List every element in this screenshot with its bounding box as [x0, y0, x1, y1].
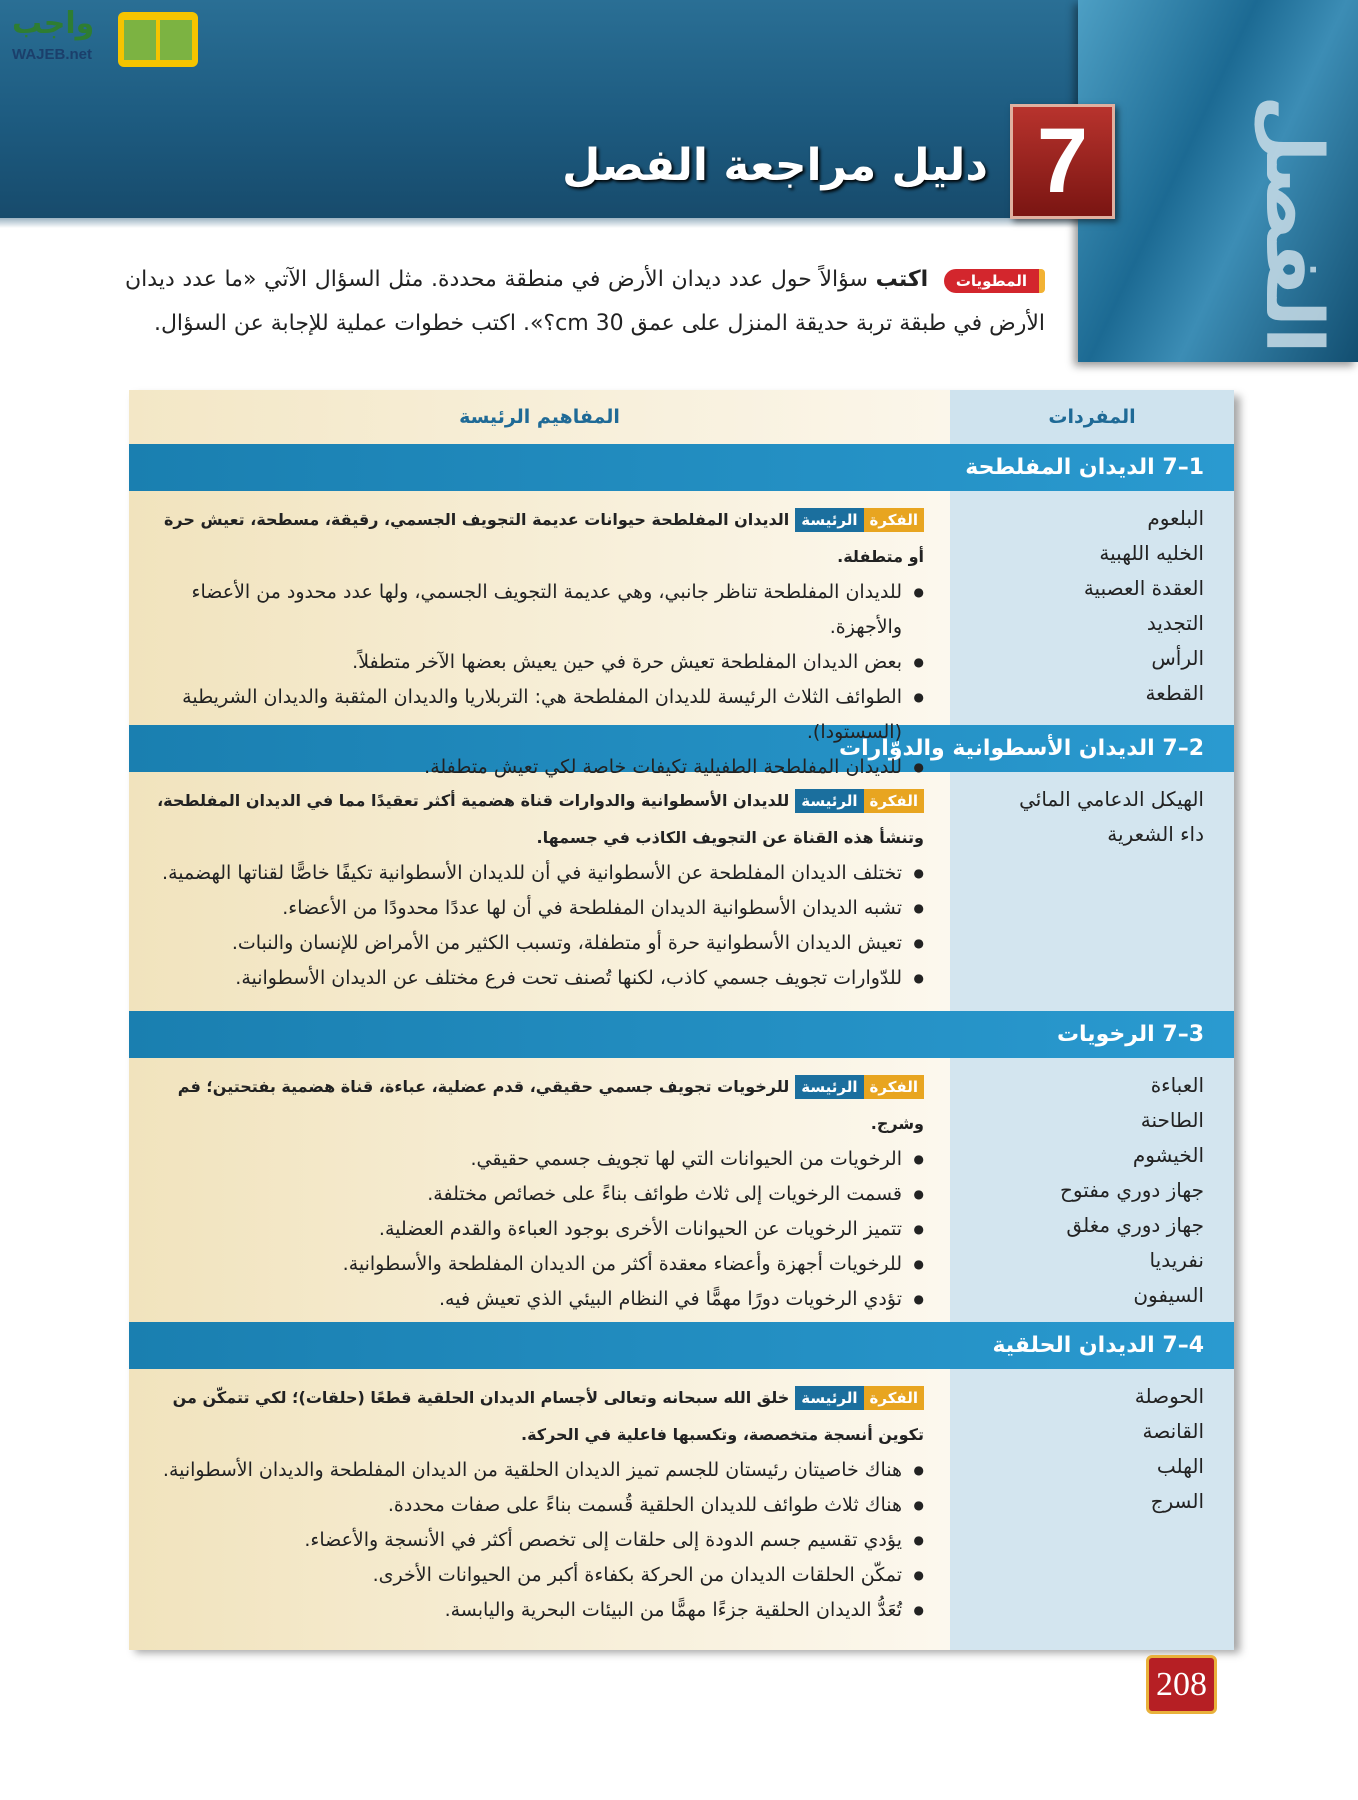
concept-bullet: ● تعيش الديدان الأسطوانية حرة أو متطفلة، وتسبب الكثير من الأمراض للإنسان والنبات.	[157, 926, 924, 961]
concept-bullet: ● الرخويات من الحيوانات التي لها تجويف جسمي حقيقي.	[157, 1142, 924, 1177]
page-number: 208	[1146, 1655, 1217, 1714]
vocab-term: القطعة	[1145, 681, 1204, 705]
main-tag: الرئيسة	[795, 508, 863, 532]
vocab-term: الطاحنة	[1140, 1108, 1204, 1132]
idea-tag: الفكرة	[864, 1075, 924, 1099]
intro-text: سؤالاً حول عدد ديدان الأرض في منطقة محددة. مثل السؤال الآتي «ما عدد ديدان الأرض في طبقة تربة حديقة المنزل على عمق 30 cm؟». اكتب خطوات عملية للإجابة عن السؤال.	[125, 267, 1045, 336]
chapter-side-panel	[1078, 0, 1358, 362]
concept-bullet: ● هناك خاصيتان رئيستان للجسم تميز الديدان الحلقية من الديدان المفلطحة والديدان الأسطوانية.	[157, 1453, 924, 1488]
vocab-term: العباءة	[1150, 1073, 1204, 1097]
concepts-cell	[129, 1058, 950, 1322]
concept-bullet: ● قسمت الرخويات إلى ثلاث طوائف بناءً على خصائص مختلفة.	[157, 1177, 924, 1212]
chapter-number: 7	[1010, 104, 1115, 219]
table-header	[129, 390, 1234, 444]
concepts-cell	[129, 772, 950, 1011]
vocab-term: داء الشعرية	[1107, 822, 1204, 846]
wajeb-logo	[10, 6, 190, 66]
intro-lead: اكتب	[875, 267, 929, 292]
concept-bullet: ● تمكّن الحلقات الديدان من الحركة بكفاءة أكبر من الحيوانات الأخرى.	[157, 1558, 924, 1593]
logo-arabic: واجب	[12, 6, 95, 41]
foldables-intro	[125, 258, 1045, 346]
concept-bullet: ● بعض الديدان المفلطحة تعيش حرة في حين يعيش بعضها الآخر متطفلاً.	[157, 645, 924, 680]
section-title: 1–7 الديدان المفلطحة	[129, 444, 1234, 491]
concept-bullet: ● للرخويات أجهزة وأعضاء معقدة أكثر من الديدان المفلطحة والأسطوانية.	[157, 1247, 924, 1282]
section-body	[129, 1058, 1234, 1322]
vocab-term: الرأس	[1151, 646, 1204, 670]
main-idea	[157, 501, 924, 575]
concept-bullet: ● الطوائف الثلاث الرئيسة للديدان المفلطحة هي: التربلاريا والديدان المثقبة والديدان الشريطية (السستودا).	[157, 680, 924, 750]
concepts-cell	[129, 491, 950, 778]
section-body	[129, 772, 1234, 1011]
vocab-list	[950, 1369, 1234, 1650]
concept-bullet: ● تؤدي الرخويات دورًا مهمًّا في النظام البيئي الذي تعيش فيه.	[157, 1282, 924, 1317]
section-title: 4–7 الديدان الحلقية	[129, 1322, 1234, 1369]
vocab-term: القانصة	[1142, 1419, 1204, 1443]
page-title: دليل مراجعة الفصل	[562, 140, 988, 191]
vocab-term: جهاز دوري مفتوح	[1059, 1178, 1204, 1202]
book-icon	[118, 12, 198, 67]
vocab-term: البلعوم	[1147, 506, 1204, 530]
concept-bullet: ● تشبه الديدان الأسطوانية الديدان المفلطحة في أن لها عددًا محدودًا من الأعضاء.	[157, 891, 924, 926]
concept-bullet: ● تُعَدُّ الديدان الحلقية جزءًا مهمًّا من البيئات البحرية واليابسة.	[157, 1593, 924, 1628]
main-idea	[157, 782, 924, 856]
concept-bullet: ● تختلف الديدان المفلطحة عن الأسطوانية في أن للديدان الأسطوانية تكيفًا خاصًّا لقناتها الهضمية.	[157, 856, 924, 891]
vocab-term: جهاز دوري مغلق	[1066, 1213, 1204, 1237]
section-title: 3–7 الرخويات	[129, 1011, 1234, 1058]
main-idea	[157, 1379, 924, 1453]
concepts-cell	[129, 1369, 950, 1650]
vocab-term: الهيكل الدعامي المائي	[1019, 787, 1204, 811]
vocab-term: السيفون	[1133, 1283, 1204, 1307]
logo-latin: WAJEB.net	[12, 46, 93, 63]
concept-bullet: ● هناك ثلاث طوائف للديدان الحلقية قُسمت بناءً على صفات محددة.	[157, 1488, 924, 1523]
foldables-badge: المطويات	[944, 269, 1045, 293]
section-title: 2–7 الديدان الأسطوانية والدوّارات	[129, 725, 1234, 772]
vocab-term: العقدة العصبية	[1083, 576, 1204, 600]
main-tag: الرئيسة	[795, 789, 863, 813]
section-body	[129, 1369, 1234, 1650]
concept-bullet: ● للديدان المفلطحة الطفيلية تكيفات خاصة لكي تعيش متطفلة.	[157, 750, 924, 785]
idea-tag: الفكرة	[864, 1386, 924, 1410]
main-idea-text: الديدان المفلطحة حيوانات عديمة التجويف الجسمي، رقيقة، مسطحة، تعيش حرة أو متطفلة.	[163, 510, 924, 566]
idea-tag: الفكرة	[864, 508, 924, 532]
vocab-header: المفردات	[950, 390, 1234, 444]
main-idea-text: للرخويات تجويف جسمي حقيقي، قدم عضلية، عباءة، قناة هضمية بفتحتين؛ فم وشرج.	[177, 1077, 924, 1133]
main-tag: الرئيسة	[795, 1386, 863, 1410]
vocab-list	[950, 772, 1234, 1011]
concept-bullet: ● تتميز الرخويات عن الحيوانات الأخرى بوجود العباءة والقدم العضلية.	[157, 1212, 924, 1247]
vocab-term: نفريديا	[1149, 1248, 1204, 1272]
main-idea-text: خلق الله سبحانه وتعالى لأجسام الديدان الحلقية قطعًا (حلقات)؛ لكي تتمكّن من تكوين أنسجة متخصصة، وتكسبها فاعلية في الحركة.	[172, 1388, 924, 1444]
vocab-term: الهلب	[1156, 1454, 1204, 1478]
vocab-term: الخليه اللهبية	[1099, 541, 1204, 565]
vocab-list	[950, 1058, 1234, 1322]
main-idea-text: للديدان الأسطوانية والدوارات قناة هضمية أكثر تعقيدًا مما في الديدان المفلطحة، وتنشأ هذه القناة عن التجويف الكاذب في جسمها.	[157, 791, 924, 847]
idea-tag: الفكرة	[864, 789, 924, 813]
main-tag: الرئيسة	[795, 1075, 863, 1099]
concept-bullet: ● يؤدي تقسيم جسم الدودة إلى حلقات إلى تخصص أكثر في الأنسجة والأعضاء.	[157, 1523, 924, 1558]
concepts-header: المفاهيم الرئيسة	[129, 390, 950, 444]
chapter-word: الفصل	[1248, 95, 1338, 354]
concept-bullet: ● للدّوارات تجويف جسمي كاذب، لكنها تُصنف تحت فرع مختلف عن الديدان الأسطوانية.	[157, 961, 924, 996]
concept-bullet: ● للديدان المفلطحة تناظر جانبي، وهي عديمة التجويف الجسمي، ولها عدد محدود من الأعضاء والأجهزة.	[157, 575, 924, 645]
vocab-term: الحوصلة	[1134, 1384, 1204, 1408]
review-table	[129, 390, 1234, 1647]
vocab-term: الخيشوم	[1132, 1143, 1204, 1167]
vocab-term: السرج	[1150, 1489, 1204, 1513]
vocab-list	[950, 491, 1234, 725]
main-idea	[157, 1068, 924, 1142]
vocab-term: التجديد	[1146, 611, 1204, 635]
